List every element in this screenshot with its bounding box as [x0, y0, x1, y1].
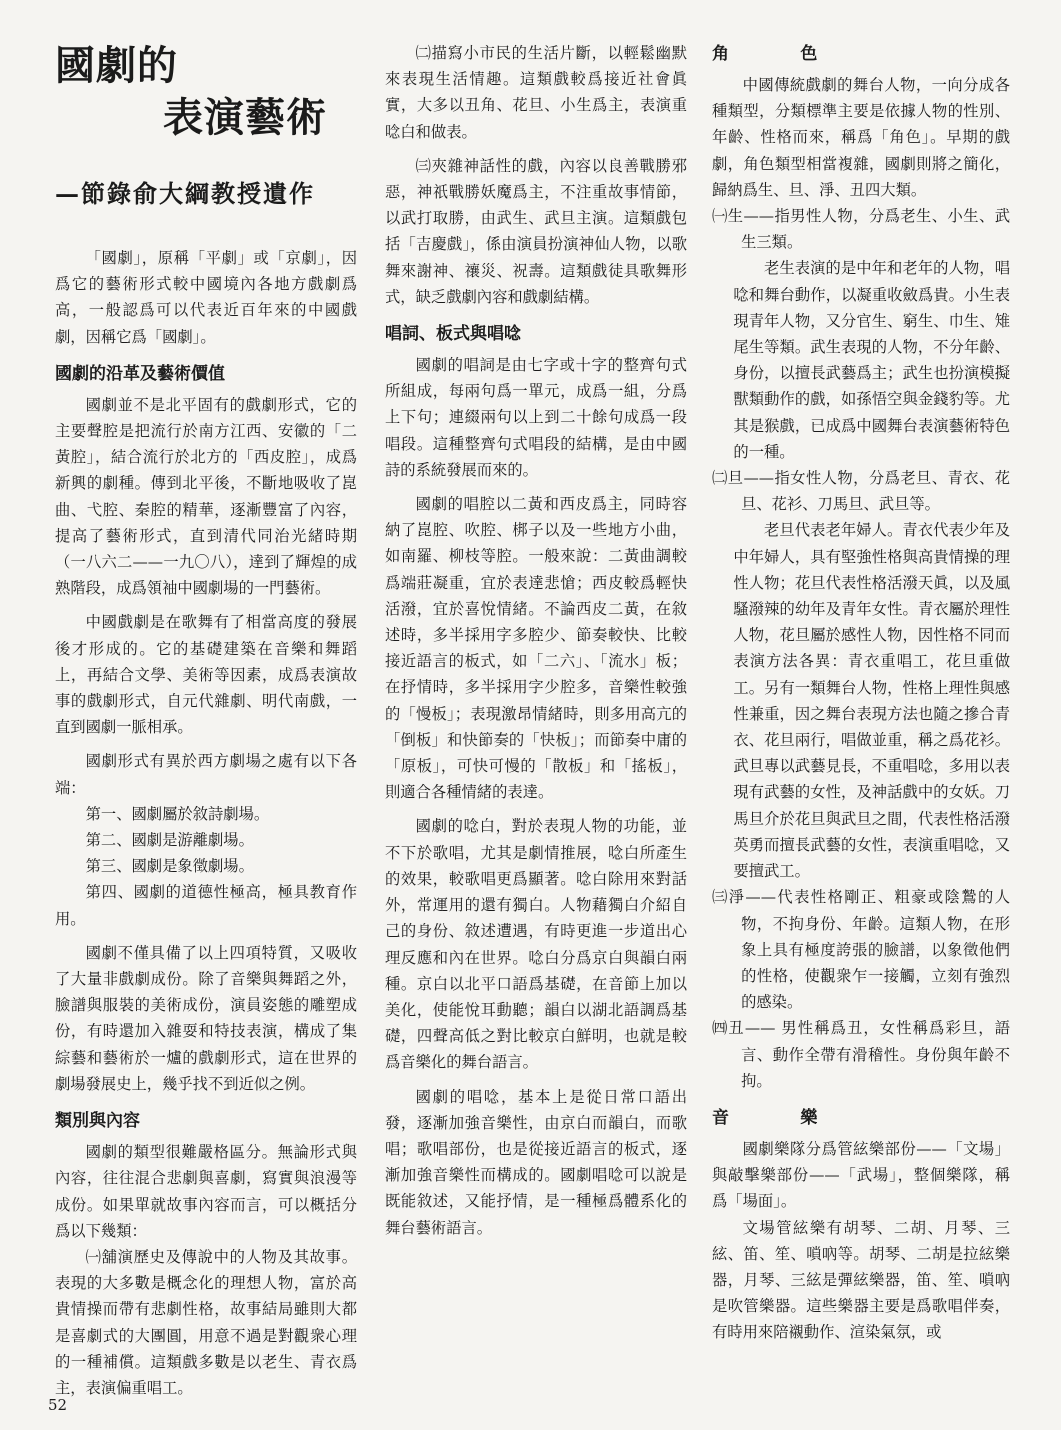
roles-item-2: ㈡旦——指女性人物，分爲老旦、青衣、花旦、花衫、刀馬旦、武旦等。	[712, 469, 1010, 514]
history-item-4: 第四、國劇的道德性極高，極具教育作用。	[55, 883, 357, 928]
intro-paragraph: 「國劇」，原稱「平劇」或「京劇」，因爲它的藝術形式較中國境內各地方戲劇爲高，一般認爲可以代表近百年來的中國戲劇，因稱它爲「國劇」。	[55, 249, 357, 346]
roles-item-4: ㈣丑—— 男性稱爲丑，女性稱爲彩旦，語言、動作全帶有滑稽性。身份與年齡不拘。	[712, 1019, 1010, 1090]
history-paragraph-3: 國劇形式有異於西方劇場之處有以下各端：	[55, 752, 357, 797]
history-paragraph-4: 國劇不僅具備了以上四項特質，又吸收了大量非戲劇成份。除了音樂與舞蹈之外，臉譜與服裝的美術成份，演員姿態的雕塑成份，有時還加入雜耍和特技表演，構成了集綜藝和藝術於一爐的戲劇形式，這在世界的劇場發展史上，幾乎找不到近似之例。	[55, 943, 357, 1093]
article-subtitle: —節錄俞大綱教授遺作	[55, 179, 315, 208]
types-paragraph-1: 國劇的類型很難嚴格區分。無論形式與內容，往往混合悲劇與喜劇，寫實與浪漫等成份。如果單就故事內容而言，可以概括分爲以下幾類：	[55, 1143, 357, 1240]
article-title-line-2: 表演藝術	[163, 94, 327, 141]
history-paragraph-2: 中國戲劇是在歌舞有了相當高度的發展後才形成的。它的基礎建築在音樂和舞蹈上，再結合文學、美術等因素，成爲表演故事的戲劇形式，自元代雜劇、明代南戲，一直到國劇一脈相承。	[55, 613, 357, 737]
types-item-2: ㈡描寫小市民的生活片斷，以輕鬆幽默來表現生活情趣。這類戲較爲接近社會眞實，大多以丑角、花旦、小生爲主，表演重唸白和做表。	[385, 44, 687, 141]
music-paragraph-2: 文場管絃樂有胡琴、二胡、月琴、三絃、笛、笙、嗩吶等。胡琴、二胡是拉絃樂器，月琴、三絃是彈絃樂器，笛、笙、嗩吶是吹管樂器。這些樂器主要是爲歌唱伴奏，有時用來陪襯動作、渲染氣氛，或	[712, 1218, 1010, 1342]
column-3	[712, 40, 1010, 1346]
section-heading-singing: 唱詞、板式與唱唸	[385, 324, 521, 345]
types-item-3: ㈢夾雜神話性的戲，內容以良善戰勝邪惡，神祇戰勝妖魔爲主，不注重故事情節，以武打取勝，由武生、武旦主演。這類戲包括「吉慶戲」，係由演員扮演神仙人物，以歌舞來謝神、禳災、祝壽。這類戲徒具歌舞形式，缺乏戲劇內容和戲劇結構。	[385, 156, 687, 306]
history-paragraph-1: 國劇並不是北平固有的戲劇形式，它的主要聲腔是把流行於南方江西、安徽的「二黃腔」，結合流行於北方的「西皮腔」，成爲新興的劇種。傳到北平後，不斷地吸收了崑曲、弋腔、秦腔的精華，逐漸豐富了內容，提高了藝術形式，直到清代同治光緒時期（一八六二——一九〇八），達到了輝煌的成熟階段，成爲領袖中國劇場的一門藝術。	[55, 395, 357, 598]
history-item-3: 第三、國劇是象徵劇場。	[85, 857, 254, 876]
roles-item-3: ㈢淨——代表性格剛正、粗豪或陰鷙的人物，不拘身份、年齡。這類人物，在形象上具有極度誇張的臉譜，以象徵他們的性格，使觀衆乍一接觸，立刻有強烈的感染。	[712, 888, 1010, 1012]
singing-paragraph-1: 國劇的唱詞是由七字或十字的整齊句式所組成，每兩句爲一單元，成爲一組，分爲上下句；連綴兩句以上到二十餘句成爲一段唱段。這種整齊句式唱段的結構，是由中國詩的系統發展而來的。	[385, 356, 687, 479]
history-item-2: 第二、國劇是游離劇場。	[85, 831, 254, 850]
types-item-1: ㈠舖演歷史及傳說中的人物及其故事。表現的大多數是概念化的理想人物，富於高貴情操而帶有悲劇性格，故事結局雖則大都是喜劇式的大團圓，用意不過是對觀衆心理的一種補償。這類戲多數是以老生、青衣爲主，表演偏重唱工。	[55, 1247, 357, 1397]
section-heading-history: 國劇的沿革及藝術價值	[55, 363, 225, 384]
section-heading-types: 類別與內容	[55, 1111, 140, 1132]
section-heading-music: 音 樂	[712, 1107, 845, 1128]
roles-item-1: ㈠生——指男性人物，分爲老生、小生、武生三類。	[712, 207, 1010, 252]
section-heading-roles: 角 色	[712, 44, 845, 64]
singing-paragraph-4: 國劇的唱唸，基本上是從日常口語出發，逐漸加強音樂性，由京白而韻白，而歌唱；歌唱部份，也是從接近語言的板式，逐漸加強音樂性而構成的。國劇唱唸可以說是既能敘述，又能抒情，是一種極爲體系化的舞台藝術語言。	[385, 1087, 687, 1237]
roles-paragraph-1: 中國傳統戲劇的舞台人物，一向分成各種類型，分類標準主要是依據人物的性別、年齡、性格而來，稱爲「角色」。早期的戲劇，角色類型相當複雜，國劇則將之簡化，歸納爲生、旦、淨、丑四大類。	[712, 76, 1010, 199]
history-item-1: 第一、國劇屬於敘詩劇場。	[85, 804, 270, 823]
column-1	[55, 40, 357, 1401]
singing-paragraph-2: 國劇的唱腔以二黃和西皮爲主，同時容納了崑腔、吹腔、梆子以及一些地方小曲，如南羅、柳枝等腔。一般來說：二黃曲調較爲端莊凝重，宜於表達悲愴；西皮較爲輕快活潑，宜於喜悅情緒。不論西皮二黃，在敘述時，多半採用字多腔少、節奏較快、比較接近語言的板式，如「二六」、「流水」板；在抒情時，多半採用字少腔多，音樂性較強的「慢板」；表現激昂情緒時，則多用高亢的「倒板」和快節奏的「快板」；而節奏中庸的「原板」，可快可慢的「散板」和「搖板」，則適合各種情緒的表達。	[385, 495, 687, 802]
roles-item-1-detail: 老生表演的是中年和老年的人物，唱唸和舞台動作，以凝重收斂爲貴。小生表現青年人物，又分官生、窮生、巾生、雉尾生等類。武生表現的人物，不分年齡、身份，以擅長武藝爲主；武生也扮演模擬獸類動作的戲，如孫悟空與金錢豹等。尤其是猴戲，已成爲中國舞台表演藝術特色的一種。	[733, 259, 1010, 461]
roles-item-2-detail: 老旦代表老年婦人。青衣代表少年及中年婦人，具有堅強性格與高貴情操的理性人物；花旦代表性格活潑天眞，以及風騷潑辣的幼年及青年女性。青衣屬於理性人物，花旦屬於感性人物，因性格不同而表演方法各異：青衣重唱工，花旦重做工。另有一類舞台人物，性格上理性與感性兼重，因之舞台表現方法也隨之摻合青衣、花旦兩行，唱做並重，稱之爲花衫。武旦專以武藝見長，不重唱唸，多用以表現有武藝的女性，及神話戲中的女妖。刀馬旦介於花旦與武旦之間，代表性格活潑英勇而擅長武藝的女性，表演重唱唸，又要擅武工。	[733, 521, 1010, 881]
music-paragraph-1: 國劇樂隊分爲管絃樂部份——「文場」與敲擊樂部份——「武場」，整個樂隊，稱爲「場面」。	[712, 1139, 1010, 1211]
page-number: 52	[48, 1396, 68, 1414]
singing-paragraph-3: 國劇的唸白，對於表現人物的功能，並不下於歌唱，尤其是劇情推展，唸白所產生的效果，較歌唱更爲顯著。唸白除用來對話外，常運用的還有獨白。人物藉獨白介紹自己的身份、敘述遭遇，有時更進一步道出心理反應和內在世界。唸白分爲京白與韻白兩種。京白以北平口語爲基礎，在音節上加以美化，使能悅耳動聽；韻白以湖北語調爲基礎，四聲高低之對比較京白鮮明，也就是較爲音樂化的舞台語言。	[385, 817, 687, 1072]
article-title-line-1: 國劇的	[55, 42, 178, 89]
column-2	[385, 40, 687, 1241]
